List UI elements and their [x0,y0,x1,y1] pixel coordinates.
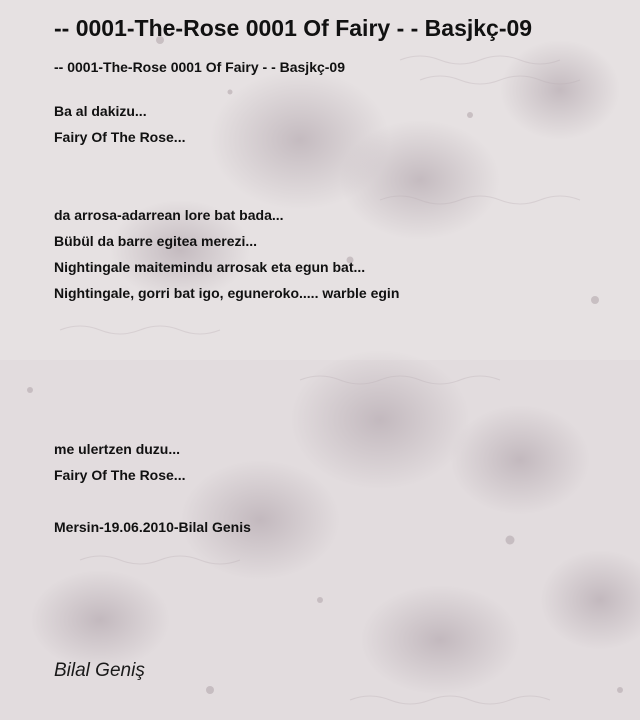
poem-title: -- 0001-The-Rose 0001 Of Fairy - - Basjkç-09 [54,15,533,41]
poem-line: Nightingale maitemindu arrosak eta egun bat... [54,259,366,275]
poem-container [54,14,624,540]
poem-line: Bübül da barre egitea merezi... [54,233,258,249]
poem-line: Ba al dakizu... [54,103,147,119]
poem-line: da arrosa-adarrean lore bat bada... [54,207,284,223]
poem-line: me ulertzen duzu... [54,441,181,457]
poem-line: Fairy Of The Rose... [54,129,186,145]
stanza-3 [54,436,624,488]
stanza-2 [54,202,624,306]
poem-dateline [54,514,624,540]
author-signature: Bilal Geniş [54,660,145,681]
poem-line: Mersin-19.06.2010-Bilal Genis [54,519,251,535]
poem-subtitle: -- 0001-The-Rose 0001 Of Fairy - - Basjkç-09 [54,59,346,75]
poem-line: Fairy Of The Rose... [54,467,186,483]
stanza-1 [54,98,624,150]
poem-line: Nightingale, gorri bat igo, eguneroko..... warble egin [54,285,400,301]
